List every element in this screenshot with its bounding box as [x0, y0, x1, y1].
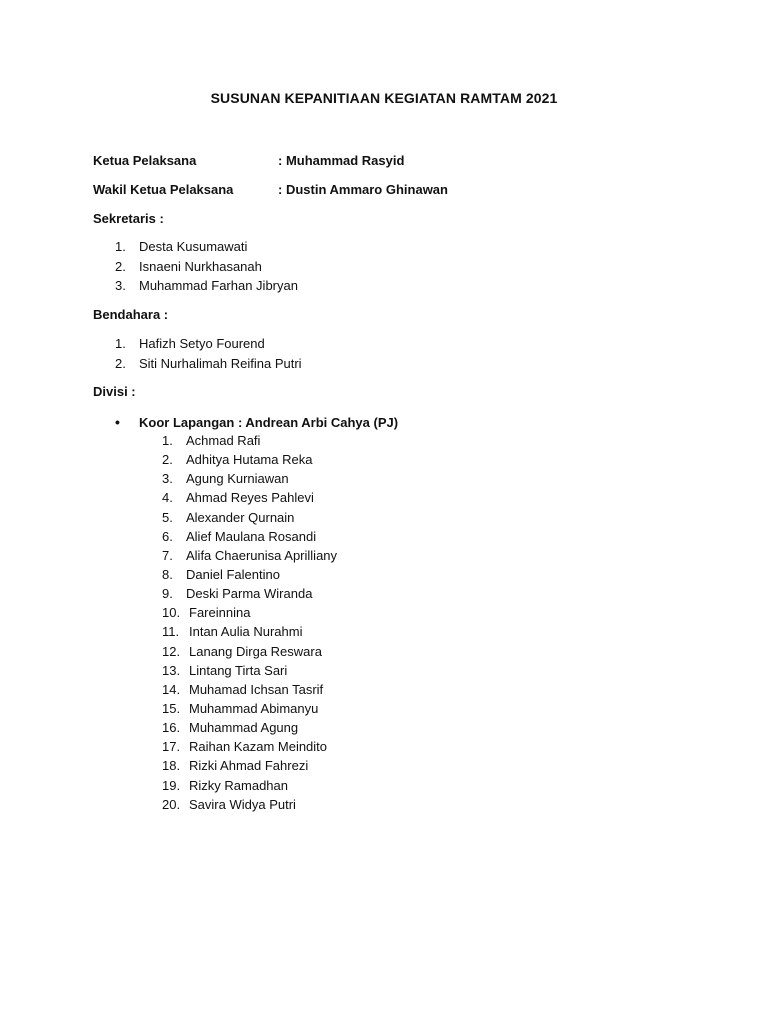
ketua-value: : Muhammad Rasyid	[278, 153, 405, 168]
list-number: 20.	[162, 796, 181, 812]
wakil-label: Wakil Ketua Pelaksana	[93, 182, 234, 197]
list-number: 18.	[162, 758, 181, 774]
member-name: Muhammad Farhan Jibryan	[139, 278, 298, 294]
list-number: 1.	[162, 433, 173, 448]
list-number: 2.	[115, 355, 126, 371]
member-name: Muhamad Ichsan Tasrif	[189, 681, 324, 697]
member-name: Muhammad Abimanyu	[189, 700, 319, 716]
list-item	[162, 680, 337, 699]
list-number: 4.	[162, 490, 173, 506]
list-number: 11.	[162, 624, 180, 640]
ketua-row	[93, 151, 404, 171]
list-number: 14.	[162, 681, 181, 697]
member-name: Fareinnina	[189, 605, 251, 621]
wakil-value: : Dustin Ammaro Ghinawan	[278, 182, 448, 197]
member-name: Raihan Kazam Meindito	[189, 739, 328, 755]
member-name: Desta Kusumawati	[139, 239, 248, 254]
list-item	[115, 237, 298, 257]
member-name: Isnaeni Nurkhasanah	[139, 258, 262, 274]
bullet-icon: •	[115, 414, 120, 430]
list-number: 9.	[162, 586, 173, 602]
list-item	[162, 661, 337, 680]
member-name: Lintang Tirta Sari	[189, 662, 288, 678]
list-item	[162, 527, 337, 546]
list-item	[115, 276, 298, 296]
list-number: 6.	[162, 528, 173, 544]
list-item	[162, 603, 337, 622]
member-name: Alexander Qurnain	[186, 509, 295, 525]
list-item	[162, 699, 337, 718]
list-item	[162, 565, 337, 584]
member-name: Siti Nurhalimah Reifina Putri	[139, 355, 302, 371]
list-item	[115, 354, 302, 374]
document-title: SUSUNAN KEPANITIAAN KEGIATAN RAMTAM 2021	[210, 90, 558, 106]
member-name: Agung Kurniawan	[186, 471, 289, 487]
list-item	[162, 488, 337, 507]
list-item	[162, 450, 337, 469]
list-number: 1.	[115, 336, 126, 351]
member-name: Adhitya Hutama Reka	[186, 452, 313, 468]
ketua-label: Ketua Pelaksana	[93, 153, 197, 168]
list-number: 12.	[162, 643, 181, 659]
list-item	[162, 431, 337, 450]
list-number: 13.	[162, 662, 181, 678]
list-item	[162, 642, 337, 661]
sekretaris-heading: Sekretaris :	[93, 211, 164, 226]
member-name: Alief Maulana Rosandi	[186, 528, 317, 544]
divisi-member-list	[162, 431, 337, 814]
list-number: 2.	[162, 452, 173, 468]
list-item	[162, 795, 337, 814]
list-number: 3.	[115, 278, 126, 294]
divisi-heading: Divisi :	[93, 384, 136, 399]
bendahara-heading: Bendahara :	[93, 307, 169, 322]
list-item	[162, 469, 337, 488]
list-number: 7.	[162, 547, 173, 563]
list-number: 2.	[115, 258, 126, 274]
bendahara-list	[115, 334, 302, 373]
member-name: Intan Aulia Nurahmi	[189, 624, 303, 640]
list-number: 5.	[162, 509, 173, 525]
member-name: Alifa Chaerunisa Aprilliany	[186, 547, 338, 563]
member-name: Ahmad Reyes Pahlevi	[186, 490, 314, 506]
list-item	[115, 257, 298, 277]
member-name: Muhammad Agung	[189, 720, 299, 736]
list-item	[162, 756, 337, 775]
list-item	[162, 737, 337, 756]
member-name: Deski Parma Wiranda	[186, 586, 313, 602]
member-name: Savira Widya Putri	[189, 796, 296, 812]
list-number: 16.	[162, 720, 181, 736]
list-number: 3.	[162, 471, 173, 487]
list-number: 19.	[162, 777, 181, 793]
member-name: Rizki Ahmad Fahrezi	[189, 758, 309, 774]
list-number: 15.	[162, 700, 181, 716]
member-name: Lanang Dirga Reswara	[189, 643, 322, 659]
koor-lapangan-row	[115, 412, 398, 432]
list-item	[162, 508, 337, 527]
member-name: Daniel Falentino	[186, 566, 280, 582]
list-item	[162, 776, 337, 795]
wakil-row	[93, 180, 448, 200]
list-number: 17.	[162, 739, 181, 755]
list-item	[162, 718, 337, 737]
member-name: Rizky Ramadhan	[189, 777, 288, 793]
koor-lapangan-label: Koor Lapangan : Andrean Arbi Cahya (PJ)	[139, 415, 399, 430]
member-name: Achmad Rafi	[186, 433, 261, 448]
list-item	[162, 622, 337, 641]
list-item	[115, 334, 302, 354]
list-number: 1.	[115, 239, 126, 254]
list-number: 8.	[162, 566, 173, 582]
member-name: Hafizh Setyo Fourend	[139, 336, 265, 351]
list-number: 10.	[162, 605, 181, 621]
list-item	[162, 584, 337, 603]
list-item	[162, 546, 337, 565]
sekretaris-list	[115, 237, 298, 296]
